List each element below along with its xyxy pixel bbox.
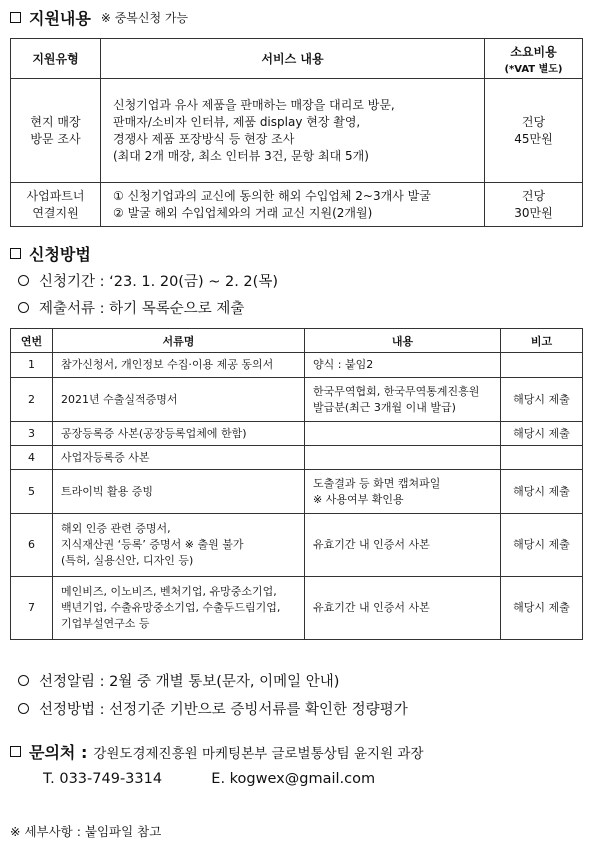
doc-name	[53, 514, 305, 577]
bullet-docs: 제출서류 : 하기 목록순으로 제출	[18, 297, 244, 318]
cell-line: 지식재산권 ‘등록’ 증명서 ※ 출원 불가	[61, 538, 244, 551]
cell-line: 메인비즈, 이노비즈, 벤처기업, 유망중소기업,	[61, 585, 277, 598]
support-cost	[485, 183, 583, 227]
doc-no: 6	[11, 514, 53, 577]
doc-content	[305, 422, 501, 446]
doc-content	[305, 446, 501, 470]
header-note: 비고	[501, 329, 583, 353]
section-support-header	[10, 6, 188, 29]
cell-line: 양식 : 붙임2	[313, 358, 374, 371]
doc-note	[501, 446, 583, 470]
table-row	[11, 577, 583, 640]
cell-line: 발급분(최근 3개월 이내 발급)	[313, 400, 456, 414]
documents-table	[10, 328, 583, 640]
table-row	[11, 422, 583, 446]
doc-content	[305, 514, 501, 577]
footnote: ※ 세부사항 : 붙임파일 참고	[10, 824, 162, 839]
cell-line: 기업부설연구소 등	[61, 617, 150, 630]
circle-bullet-icon	[18, 703, 29, 714]
doc-note: 해당시 제출	[501, 378, 583, 422]
cell-line: 건당	[521, 114, 546, 129]
doc-note: 해당시 제출	[501, 577, 583, 640]
header-no: 연번	[11, 329, 53, 353]
square-bullet-icon	[10, 12, 21, 23]
support-content	[101, 79, 485, 183]
header-type: 지원유형	[11, 39, 101, 79]
doc-note	[501, 353, 583, 378]
square-bullet-icon	[10, 248, 21, 259]
doc-name	[53, 470, 305, 514]
circle-bullet-icon	[18, 275, 29, 286]
table-row	[11, 353, 583, 378]
cell-line: 판매자/소비자 인터뷰, 제품 display 현장 촬영,	[113, 114, 361, 129]
table-row	[11, 183, 583, 227]
support-cost	[485, 79, 583, 183]
section-title: 지원내용	[29, 9, 91, 28]
header-content: 내용	[305, 329, 501, 353]
section-title: 신청방법	[29, 245, 91, 264]
doc-no: 7	[11, 577, 53, 640]
cell-line: 참가신청서, 개인정보 수집·이용 제공 동의서	[61, 358, 274, 371]
cell-line: 해외 인증 관련 증명서,	[61, 522, 171, 535]
cell-line: 신청기업과 유사 제품을 판매하는 매장을 대리로 방문,	[113, 97, 395, 112]
section-note: ※ 중복신청 가능	[100, 11, 189, 25]
cell-line: 트라이빅 활용 증빙	[61, 484, 154, 498]
support-type	[11, 79, 101, 183]
doc-name	[53, 422, 305, 446]
cell-line: 사업자등록증 사본	[61, 450, 150, 464]
cell-line: 도출결과 등 화면 캡쳐파일	[313, 476, 441, 490]
doc-note: 해당시 제출	[501, 470, 583, 514]
square-bullet-icon	[10, 746, 21, 757]
support-type	[11, 183, 101, 227]
table-row	[11, 446, 583, 470]
doc-note: 해당시 제출	[501, 514, 583, 577]
header-cost: 소요비용 (*VAT 별도)	[485, 39, 583, 79]
table-header-row	[11, 39, 583, 79]
section-contact-header	[10, 740, 424, 763]
doc-no: 5	[11, 470, 53, 514]
cell-line: 30만원	[514, 205, 553, 220]
table-header-row	[11, 329, 583, 353]
doc-no: 3	[11, 422, 53, 446]
circle-bullet-icon	[18, 302, 29, 313]
bullet-notify: 선정알림 : 2월 중 개별 통보(문자, 이메일 안내)	[18, 670, 339, 691]
cell-line: (특허, 실용신안, 디자인 등)	[61, 554, 194, 567]
table-row	[11, 514, 583, 577]
support-content	[101, 183, 485, 227]
header-content: 서비스 내용	[101, 39, 485, 79]
cell-line: ② 발굴 해외 수입업체와의 거래 교신 지원(2개월)	[113, 205, 373, 220]
header-doc: 서류명	[53, 329, 305, 353]
cell-line: 공장등록증 사본(공장등록업체에 한함)	[61, 426, 247, 440]
cell-line: 유효기간 내 인증서 사본	[313, 601, 430, 614]
cell-line: 건당	[521, 188, 546, 203]
doc-name	[53, 577, 305, 640]
contact-text: 강원도경제진흥원 마케팅본부 글로벌통상팀 윤지원 과장	[93, 745, 424, 762]
doc-content	[305, 378, 501, 422]
doc-no: 2	[11, 378, 53, 422]
cell-line: 경쟁사 제품 포장방식 등 현장 조사	[113, 131, 295, 146]
contact-email: E. kogwex@gmail.com	[211, 771, 376, 787]
cell-line: (최대 2개 매장, 최소 인터뷰 3건, 문항 최대 5개)	[113, 148, 369, 163]
cell-line: 사업파트너	[26, 188, 85, 203]
cell-line: 방문 조사	[30, 131, 81, 146]
cell-line: 연결지원	[32, 205, 79, 220]
doc-note: 해당시 제출	[501, 422, 583, 446]
cell-line: ① 신청기업과의 교신에 동의한 해외 수입업체 2~3개사 발굴	[113, 188, 431, 203]
doc-content	[305, 577, 501, 640]
support-table	[10, 38, 583, 227]
doc-content	[305, 353, 501, 378]
doc-name	[53, 353, 305, 378]
table-row	[11, 470, 583, 514]
cell-line: 현지 매장	[30, 114, 81, 129]
cell-line: ※ 사용여부 확인용	[313, 492, 404, 506]
circle-bullet-icon	[18, 675, 29, 686]
doc-content	[305, 470, 501, 514]
section-apply-header	[10, 242, 91, 265]
bullet-method: 선정방법 : 선정기준 기반으로 증빙서류를 확인한 정량평가	[18, 698, 408, 719]
contact-phone: T. 033-749-3314	[43, 771, 163, 787]
cell-line: 2021년 수출실적증명서	[61, 392, 178, 406]
doc-name	[53, 378, 305, 422]
cell-line: 45만원	[514, 131, 553, 146]
doc-no: 1	[11, 353, 53, 378]
cell-line: 한국무역협회, 한국무역통계진흥원	[313, 384, 480, 398]
doc-name	[53, 446, 305, 470]
table-row	[11, 79, 583, 183]
section-title: 문의처 :	[29, 743, 88, 762]
table-row	[11, 378, 583, 422]
cell-line: 백년기업, 수출유망중소기업, 수출두드림기업,	[61, 601, 281, 614]
cell-line: 유효기간 내 인증서 사본	[313, 538, 430, 551]
bullet-period: 신청기간 : ‘23. 1. 20(금) ~ 2. 2(목)	[18, 270, 278, 291]
contact-phone-email	[43, 771, 375, 787]
doc-no: 4	[11, 446, 53, 470]
